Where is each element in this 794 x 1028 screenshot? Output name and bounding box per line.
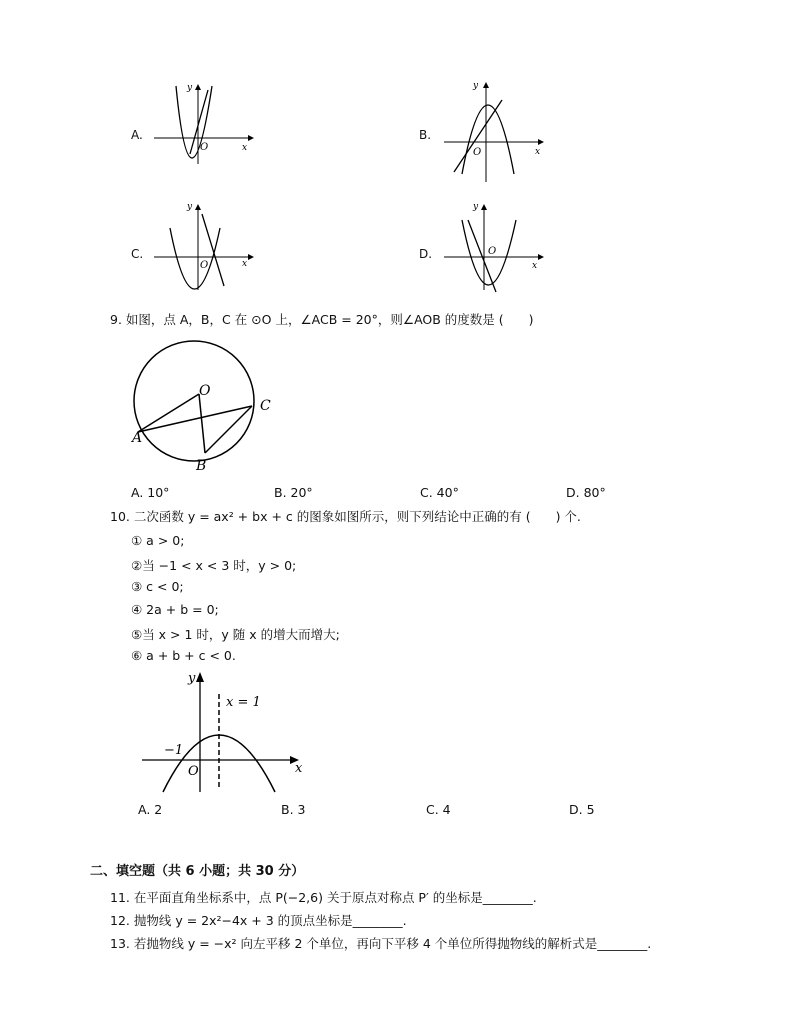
axis-y-label: y — [473, 202, 479, 212]
q12-text: 12. 抛物线 y = 2x²−4x + 3 的顶点坐标是________. — [110, 913, 407, 928]
q10-item-2: ②当 −1 < x < 3 时，y > 0; — [131, 558, 297, 573]
origin-label: O — [188, 764, 199, 779]
q10-option-b[interactable]: B. 3 — [281, 802, 306, 817]
section-2-title: 二、填空题（共 6 小题；共 30 分） — [90, 864, 305, 879]
axis-x-label: x — [532, 261, 538, 271]
option-d-graph — [440, 200, 550, 296]
axis-y-label: y — [188, 671, 196, 686]
q9-circle-figure — [125, 332, 285, 477]
option-c-graph — [150, 200, 260, 296]
q10-item-6: ⑥ a + b + c < 0. — [131, 648, 236, 663]
q10-item-1: ① a > 0; — [131, 533, 185, 548]
origin-label: O — [200, 142, 209, 153]
axis-x-label: x — [242, 143, 248, 153]
axis-y-label: y — [187, 83, 193, 93]
option-c-label[interactable]: C. — [131, 247, 144, 261]
line-x1-label: x = 1 — [226, 695, 261, 710]
q9-stem: 9. 如图，点 A，B，C 在 ⊙O 上，∠ACB = 20°，则∠AOB 的度数是 ( ) — [110, 312, 534, 327]
q10-item-4: ④ 2a + b = 0; — [131, 602, 219, 617]
option-b-label[interactable]: B. — [419, 128, 432, 142]
point-c-label: C — [260, 398, 271, 414]
origin-label: O — [200, 260, 209, 271]
q13-text: 13. 若抛物线 y = −x² 向左平移 2 个单位，再向下平移 4 个单位所得抛物线的解析式是________. — [110, 936, 652, 951]
q10-option-d[interactable]: D. 5 — [569, 802, 595, 817]
q10-parabola-figure — [140, 668, 310, 793]
minus-one-label: −1 — [164, 743, 184, 758]
axis-x-label: x — [535, 147, 541, 157]
q10-stem: 10. 二次函数 y = ax² + bx + c 的图象如图所示，则下列结论中正确的有 ( ) 个. — [110, 509, 581, 524]
q10-option-c[interactable]: C. 4 — [426, 802, 451, 817]
q9-option-c[interactable]: C. 40° — [420, 485, 459, 500]
q9-option-d[interactable]: D. 80° — [566, 485, 606, 500]
q10-item-5: ⑤当 x > 1 时，y 随 x 的增大而增大; — [131, 627, 340, 642]
option-a-graph — [150, 80, 260, 170]
origin-label: O — [473, 147, 482, 158]
q10-item-3: ③ c < 0; — [131, 579, 184, 594]
option-a-label[interactable]: A. — [131, 128, 143, 142]
q11-text: 11. 在平面直角坐标系中，点 P(−2,6) 关于原点对称点 P′ 的坐标是________. — [110, 890, 537, 905]
q9-option-b[interactable]: B. 20° — [274, 485, 313, 500]
point-o-label: O — [199, 383, 211, 399]
axis-x-label: x — [242, 259, 248, 269]
axis-y-label: y — [473, 81, 479, 91]
option-b-graph — [440, 78, 550, 188]
axis-y-label: y — [187, 202, 193, 212]
point-b-label: B — [196, 458, 207, 474]
origin-label: O — [488, 246, 497, 257]
option-d-label[interactable]: D. — [419, 247, 433, 261]
q9-option-a[interactable]: A. 10° — [131, 485, 170, 500]
axis-x-label: x — [295, 761, 303, 776]
point-a-label: A — [132, 430, 143, 446]
q10-option-a[interactable]: A. 2 — [138, 802, 163, 817]
